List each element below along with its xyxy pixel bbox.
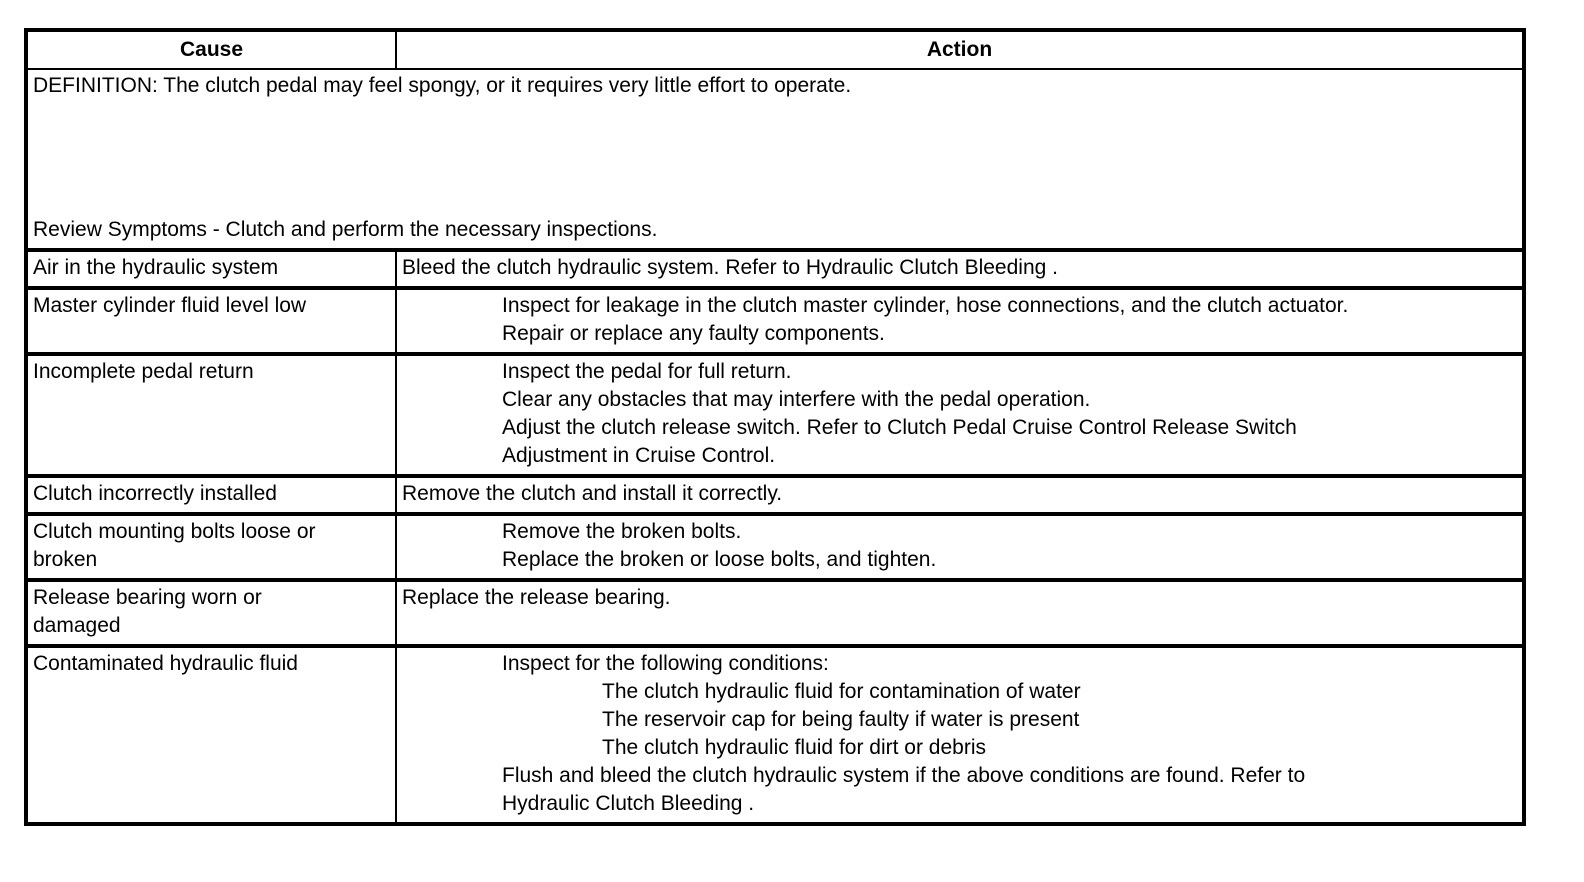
cause-line: damaged: [33, 614, 121, 637]
diagnostic-table: [24, 28, 1526, 826]
cause-cell: Incomplete pedal return: [26, 354, 396, 476]
cause-line: Release bearing worn or: [33, 586, 262, 609]
cause-line: broken: [33, 548, 98, 571]
action-step: Replace the broken or loose bolts, and tighten.: [502, 548, 937, 571]
action-cell: [396, 646, 1524, 824]
action-cell: Replace the release bearing.: [396, 580, 1524, 646]
cause-line: Clutch mounting bolts loose or: [33, 520, 316, 543]
cause-cell: Air in the hydraulic system: [26, 250, 396, 288]
definition-cell: [26, 69, 1524, 250]
action-substep: The clutch hydraulic fluid for dirt or debris: [602, 736, 986, 759]
table-row: [26, 646, 1524, 824]
action-step: Hydraulic Clutch Bleeding .: [502, 792, 755, 815]
cause-cell: Clutch incorrectly installed: [26, 476, 396, 514]
table-row: [26, 514, 1524, 580]
action-step: Adjustment in Cruise Control.: [502, 444, 776, 467]
action-step: Inspect for leakage in the clutch master cylinder, hose connections, and the clutch actuator.: [502, 294, 1349, 317]
table-row: [26, 354, 1524, 476]
cause-cell: Master cylinder fluid level low: [26, 288, 396, 354]
review-symptoms-text: Review Symptoms - Clutch and perform the necessary inspections.: [33, 218, 658, 241]
action-substep: The reservoir cap for being faulty if water is present: [602, 708, 1080, 731]
action-step: Repair or replace any faulty components.: [502, 322, 885, 345]
table-row: [26, 288, 1524, 354]
table-row: [26, 580, 1524, 646]
action-cell: [396, 288, 1524, 354]
definition-text: DEFINITION: The clutch pedal may feel spongy, or it requires very little effort to operate.: [33, 74, 852, 97]
action-step: Adjust the clutch release switch. Refer to Clutch Pedal Cruise Control Release Switch: [502, 416, 1297, 439]
action-step: Clear any obstacles that may interfere with the pedal operation.: [502, 388, 1091, 411]
action-cell: Remove the clutch and install it correctly.: [396, 476, 1524, 514]
action-cell: [396, 514, 1524, 580]
action-cell: Bleed the clutch hydraulic system. Refer to Hydraulic Clutch Bleeding .: [396, 250, 1524, 288]
table-row: [26, 476, 1524, 514]
header-row: [26, 30, 1524, 69]
cause-cell: Contaminated hydraulic fluid: [26, 646, 396, 824]
action-step: Inspect the pedal for full return.: [502, 360, 792, 383]
action-step: Flush and bleed the clutch hydraulic system if the above conditions are found. Refer to: [502, 764, 1306, 787]
action-substep: The clutch hydraulic fluid for contamination of water: [602, 680, 1081, 703]
action-cell: [396, 354, 1524, 476]
cause-cell: [26, 580, 396, 646]
table-row: [26, 250, 1524, 288]
action-column-header: Action: [396, 30, 1524, 69]
definition-row: [26, 69, 1524, 250]
action-step: Remove the broken bolts.: [502, 520, 742, 543]
cause-column-header: Cause: [26, 30, 396, 69]
cause-cell: [26, 514, 396, 580]
action-step: Inspect for the following conditions:: [502, 652, 829, 675]
